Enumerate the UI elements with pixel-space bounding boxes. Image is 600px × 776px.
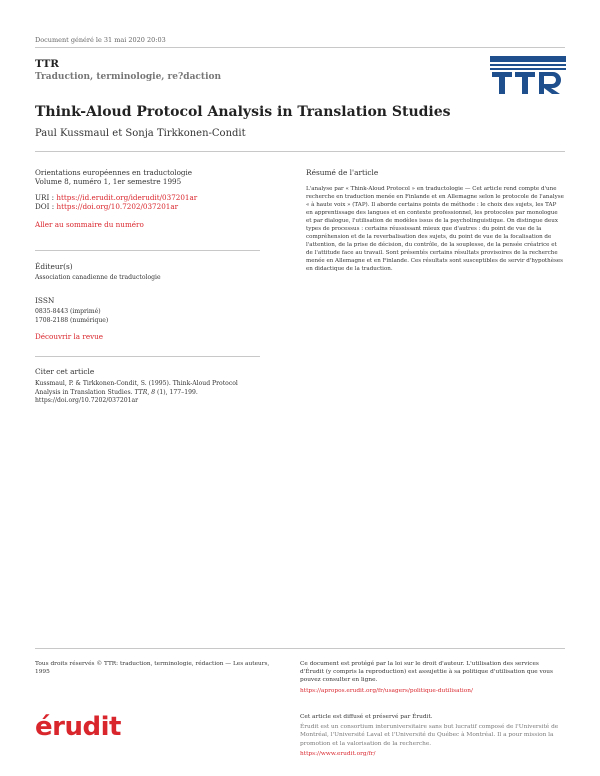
doi-line [35,202,260,211]
abstract-text: L'analyse par « Think-Aloud Protocol » en traductologie — Cet article rend compte d'une recherche en traduction menée en Finlande et en Allemagne selon le protocole de l'analyse « à haute voix » (TAP). Il aborde certains points de méthode : le choix des sujets, les TAP en apprentissage des langues et en contexte professionnel, les protocoles par monologue et par dialogue, l'utilisation de modèles issus de la psycholinguistique. On distingue deux types de processus : certains réussissant mieux que d'autres : du point de vue de la compréhension et de la reverbalisation des sujets, du point de vue de la focalisation de l'attention, de la prise de décision, du contrôle, de la souplesse, de la pensée créatrice et de l'attitude face au travail. Sont présentés certains résultats provisoires de la recherche menée en Allemagne et en Finlande. Ces résultats sont susceptibles de servir d'hypothèses en didactique de la traduction. [306,186,564,273]
doi-link[interactable]: https://doi.org/10.7202/037201ar [56,202,179,212]
citation-volume: 8 [151,388,156,396]
journal-logo [490,56,566,94]
diffusion-text: Cet article est diffusé et préservé par Érudit. [300,714,433,720]
rights-notice: Tous droits réservés © TTR: traduction, terminologie, rédaction — Les auteurs, 1995 [35,661,270,676]
issn-label: ISSN [35,296,55,305]
erudit-logo[interactable]: érudit [35,712,121,742]
consortium-text: Érudit est un consortium interuniversitaire sans but lucratif composé de l'Université de Montréal, l'Université Laval et l'Université du Québec à Montréal. Il a pour mission la promotion et la valorisation de la recherche. [300,724,559,747]
issn-print: 0835-8443 (imprimé) [35,308,101,316]
issue-series: Orientations européennes en traductologie [35,168,193,177]
left-divider-2 [35,356,260,357]
issue-block [35,168,260,229]
citation-part: , [147,388,152,396]
top-divider [35,47,565,48]
summary-link[interactable]: Aller au sommaire du numéro [35,219,144,229]
publisher-block [35,262,260,283]
left-divider-1 [35,250,260,251]
uri-link[interactable]: https://id.erudit.org/iderudit/037201ar [56,192,198,202]
citation-text [35,380,260,405]
issn-digital: 1708-2188 (numérique) [35,316,109,324]
cite-label: Citer cet article [35,367,95,376]
protection-text: Ce document est protégé par la loi sur le droit d'auteur. L'utilisation des services d'Érudit (y compris la reproduction) est assujettie à sa politique d'utilisation que vous pouvez consulter en ligne. [300,661,553,684]
abstract-block [306,168,564,274]
issn-block [35,296,260,341]
erudit-info [300,713,565,758]
header-divider [35,151,565,152]
abstract-label: Résumé de l'article [306,168,379,177]
cite-block [35,367,260,405]
issue-volume: Volume 8, numéro 1, 1er semestre 1995 [35,177,182,187]
citation-part: Kussmaul, P. & Tirkkonen-Condit, S. (1995). Think-Aloud Protocol Analysis in Translation Studies. [35,380,238,396]
policy-link[interactable]: https://apropos.erudit.org/fr/usagers/politique-dutilisation/ [300,687,473,694]
generation-date: Document généré le 31 mai 2020 20:03 [35,36,166,44]
journal-title: TTR [35,58,59,70]
uri-line [35,193,260,202]
erudit-link[interactable]: https://www.erudit.org/fr/ [300,750,376,757]
publisher-label: Éditeur(s) [35,262,73,271]
citation-journal: TTR [134,388,148,396]
discover-journal-link[interactable]: Découvrir la revue [35,331,104,341]
uri-label: URI : [35,192,57,202]
publisher-name: Association canadienne de traductologie [35,274,161,282]
article-title: Think-Aloud Protocol Analysis in Translation Studies [35,104,451,120]
doi-label: DOI : [35,202,57,212]
article-authors: Paul Kussmaul et Sonja Tirkkonen-Condit [35,128,246,139]
footer-divider [35,648,565,649]
citation-part: (1), 177–199. https://doi.org/10.7202/037201ar [35,388,198,404]
usage-notice [300,660,560,695]
journal-subtitle: Traduction, terminologie, re?daction [35,72,222,82]
